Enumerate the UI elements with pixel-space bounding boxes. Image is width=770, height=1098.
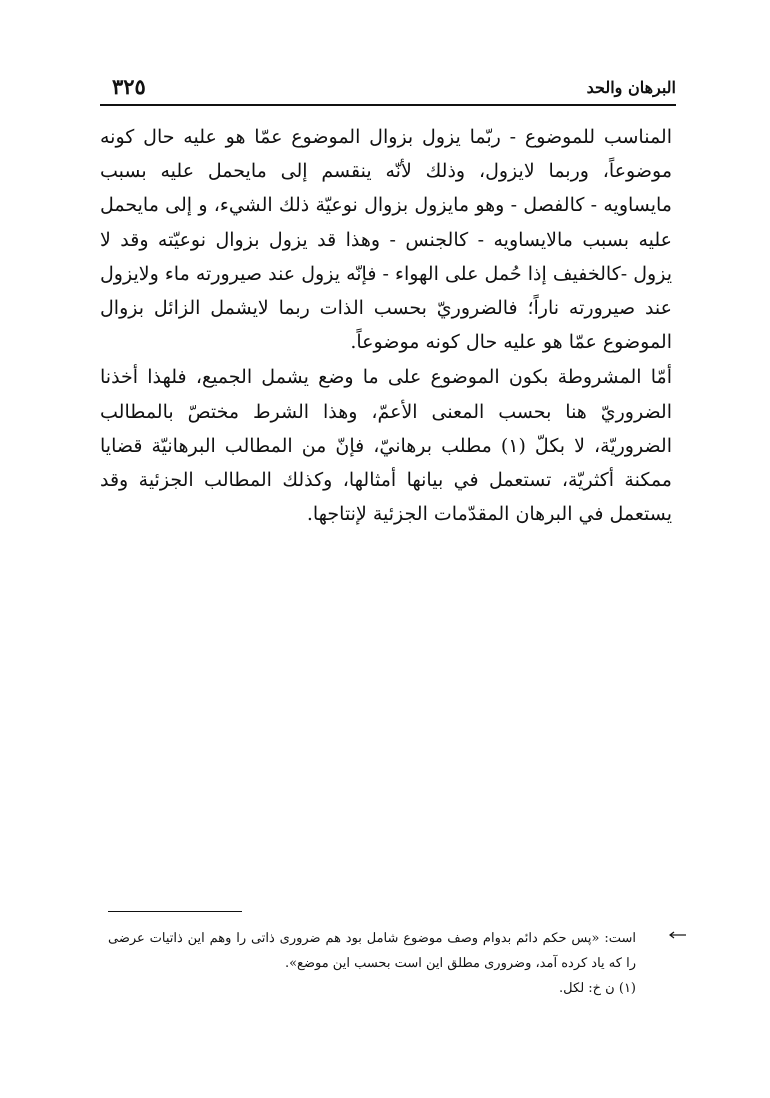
footnote-separator [108,911,242,912]
footnotes [108,926,636,1001]
main-text [100,120,672,531]
continuation-arrow-icon [667,930,687,940]
footnote-item: (١) ن خ: لكل. [559,981,636,996]
body-paragraph: أمّا المشروطة بكون الموضوع على ما وضع يشمل الجميع، فلهذا أخذنا الضروريّ هنا بحسب المعنى الأعمّ، وهذا الشرط مختصّ بالمطالب الضروريّة، لا بكلّ (١) مطلب برهانيّ، فإنّ من المطالب البرهانيّة قضايا ممكنة أكثريّة، تستعمل في بيانها أمثالها، وكذلك المطالب الجزئية وقد يستعمل في البرهان المقدّمات الجزئية لإنتاجها. [100,366,672,526]
header-rule [100,104,676,106]
running-title: البرهان والحد [586,78,676,97]
footnote-continuation: است: «پس حکم دائم بدوام وصف موضوع شامل بود هم ضروری ذاتی را وهم این ذاتیات عرضی را که یاد کرده آمد، وضروری مطلق این است بحسب این موضع». [108,931,636,971]
body-paragraph: المناسب للموضوع - ربّما يزول بزوال الموضوع عمّا هو عليه حال كونه موضوعاً، وربما لايزول، وذلك لأنّه ينقسم إلى مايحمل عليه بسبب مايساويه - كالفصل - وهو مايزول بزوال نوعيّة ذلك الشيء، و إلى مايحمل عليه بسبب مالايساويه - كالجنس - وهذا قد يزول بزوال نوعيّته وقد لا يزول -كالخفيف إذا حُمل على الهواء - فإنّه يزول عند صيرورته ماء ولايزول عند صيرورته ناراً؛ فالضروريّ بحسب الذات ربما لايشمل الزائل بزوال الموضوع عمّا هو عليه حال كونه موضوعاً. [100,126,672,354]
page-header [100,70,676,104]
page-number: ٣٢٥ [112,74,146,99]
